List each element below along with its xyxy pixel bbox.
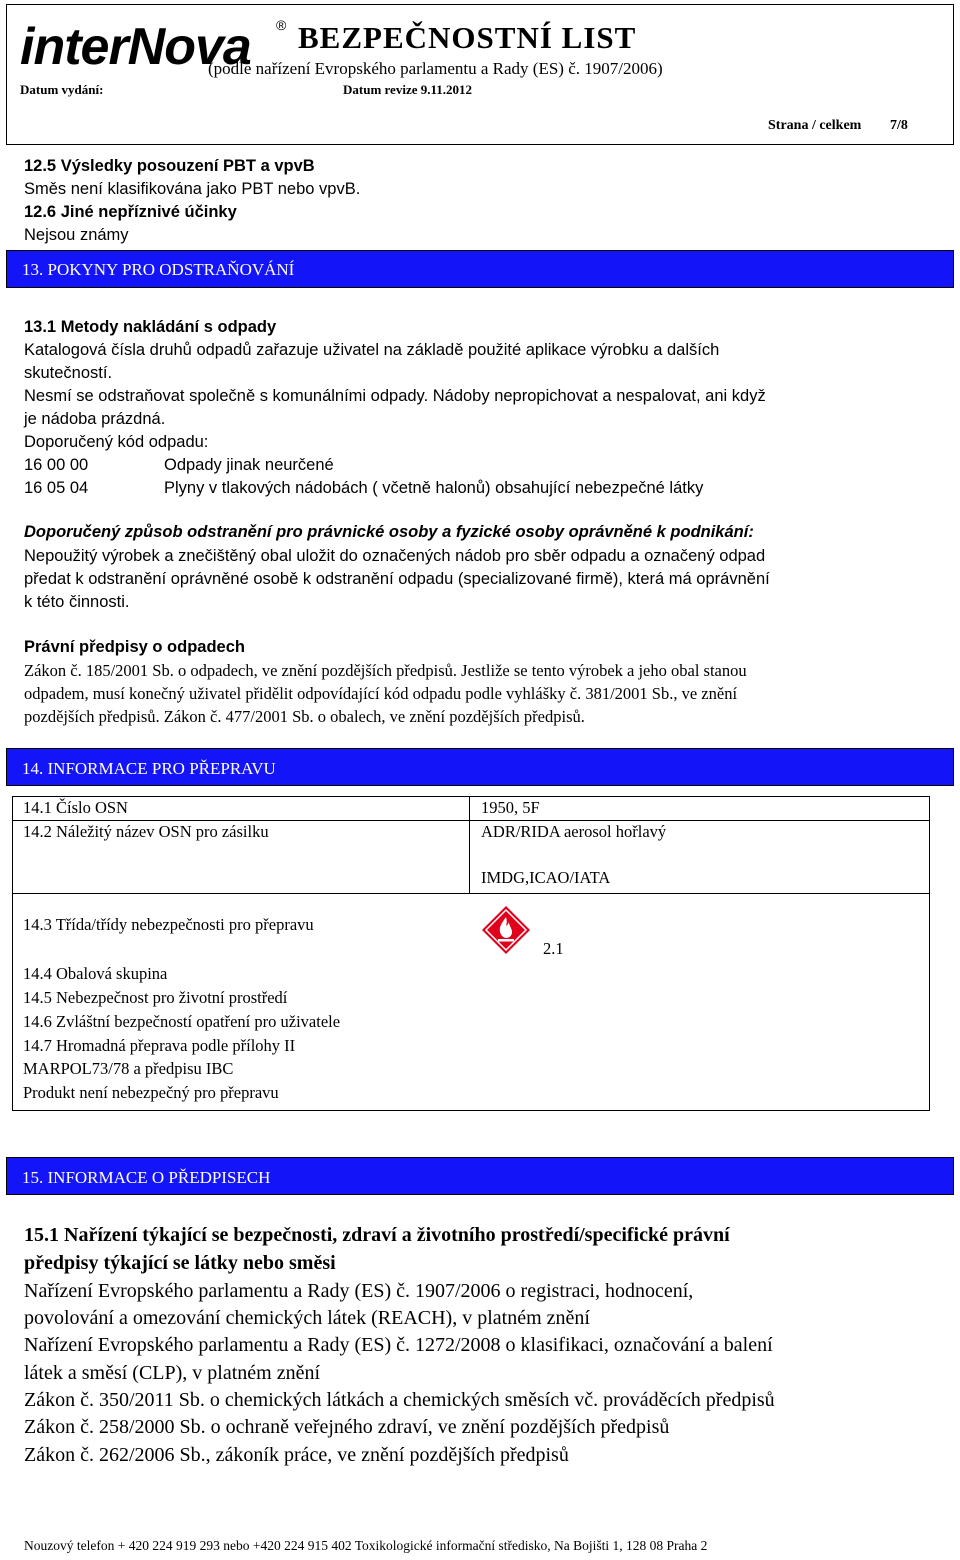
heading-15-1-line-1: 15.1 Nařízení týkající se bezpečnosti, zdraví a životního prostředí/specifické právní [24,1224,730,1246]
recommended-disposal-line-3: k této činnosti. [24,593,130,611]
table-divider [469,797,470,893]
section-15-title: 15. INFORMACE O PŘEDPISECH [22,1168,271,1187]
text-13-line-4: je nádoba prázdná. [24,410,166,428]
text-13-line-2: skutečností. [24,364,113,382]
regulation-line-3: Nařízení Evropského parlamentu a Rady (ES) č. 1272/2008 o klasifikaci, označování a balení [24,1334,773,1356]
logo-wordmark: interNova [20,18,251,74]
waste-code: 16 00 00 [24,456,89,474]
bulk-transport-label-1: 14.7 Hromadná přeprava podle přílohy II [23,1036,296,1055]
bulk-transport-label-2: MARPOL73/78 a předpisu IBC [23,1059,234,1078]
page-label: Strana / celkem [768,118,862,133]
user-precautions-label: 14.6 Zvláštní bezpečností opatření pro uživatele [23,1012,341,1031]
heading-13-1: 13.1 Metody nakládání s odpady [24,318,277,336]
un-number-label: 14.1 Číslo OSN [23,798,128,817]
shipping-name-value: ADR/RIDA aerosol hořlavý [481,822,667,841]
issue-date-label: Datum vydání: [20,82,104,97]
regulation-line-1: Nařízení Evropského parlamentu a Rady (ES) č. 1907/2006 o registraci, hodnocení, [24,1280,694,1302]
regulation-line-5: Zákon č. 350/2011 Sb. o chemických látkách a chemických směsích vč. prováděcích předpisů [24,1389,775,1411]
un-number-value: 1950, 5F [481,798,540,817]
text-13-line-3: Nesmí se odstraňovat společně s komunálními odpady. Nádoby nepropichovat a nespalovat, ani když [24,387,766,405]
registered-mark-icon: ® [276,17,287,33]
page-number: 7/8 [890,118,908,133]
flame-base [498,939,514,942]
transport-note: Produkt není nebezpečný pro přepravu [23,1083,279,1102]
regulation-line-4: látek a směsí (CLP), v platném znění [24,1362,321,1384]
waste-law-heading: Právní předpisy o odpadech [24,638,245,656]
heading-15-1-line-2: předpisy týkající se látky nebo směsi [24,1252,336,1274]
section-13-bar [6,250,954,288]
regulation-line-6: Zákon č. 258/2000 Sb. o ochraně veřejného zdraví, ve znění pozdějších předpisů [24,1416,670,1438]
table-row-line [13,820,929,821]
hazard-class-value: 2.1 [543,939,564,958]
document-title: BEZPEČNOSTNÍ LIST [298,20,637,55]
document-subtitle: (podle nařízení Evropského parlamentu a Rady (ES) č. 1907/2006) [208,59,663,78]
recommended-disposal-line-2: předat k odstranění oprávněné osobě k odstranění odpadu (specializované firmě), která má oprávnění [24,570,770,588]
waste-law-line-3: pozdějších předpisů. Zákon č. 477/2001 Sb. o obalech, ve znění pozdějších předpisů. [24,707,585,726]
section-14-bar [6,748,954,786]
hazard-class-label: 14.3 Třída/třídy nebezpečnosti pro přepravu [23,915,314,934]
heading-12-6: 12.6 Jiné nepříznivé účinky [24,203,237,221]
text-12-5: Směs není klasifikována jako PBT nebo vpvB. [24,180,361,198]
waste-code-description: Plyny v tlakových nádobách ( včetně halonů) obsahující nebezpečné látky [164,479,704,497]
recommended-disposal-line-1: Nepoužitý výrobek a znečištěný obal uložit do označených nádob pro sběr odpadu a označený odpad [24,547,766,565]
shipping-name-value-2: IMDG,ICAO/IATA [481,868,611,887]
text-13-line-5: Doporučený kód odpadu: [24,433,209,451]
recommended-disposal-heading: Doporučený způsob odstranění pro právnické osoby a fyzické osoby oprávněné k podnikání: [24,523,754,541]
flammable-gas-icon [481,905,531,955]
text-12-6: Nejsou známy [24,226,129,244]
packing-group-label: 14.4 Obalová skupina [23,964,168,983]
heading-12-5: 12.5 Výsledky posouzení PBT a vpvB [24,157,315,175]
regulation-line-7: Zákon č. 262/2006 Sb., zákoník práce, ve znění pozdějších předpisů [24,1444,569,1466]
environmental-hazard-label: 14.5 Nebezpečnost pro životní prostředí [23,988,288,1007]
shipping-name-label: 14.2 Náležitý název OSN pro zásilku [23,822,269,841]
section-14-title: 14. INFORMACE PRO PŘEPRAVU [22,759,276,778]
waste-code-description: Odpady jinak neurčené [164,456,334,474]
waste-code: 16 05 04 [24,479,89,497]
waste-law-line-2: odpadem, musí konečný uživatel přidělit odpovídající kód odpadu podle vyhlášky č. 381/2001 Sb., ve znění [24,684,738,703]
emergency-phone-footer: Nouzový telefon + 420 224 919 293 nebo +420 224 915 402 Toxikologické informační středisko, Na Bojišti 1, 128 08 Praha 2 [24,1538,708,1553]
waste-law-line-1: Zákon č. 185/2001 Sb. o odpadech, ve znění pozdějších předpisů. Jestliže se tento výrobek a jeho obal stanou [24,661,747,680]
text-13-line-1: Katalogová čísla druhů odpadů zařazuje uživatel na základě použité aplikace výrobku a dalších [24,341,720,359]
transport-table [12,796,930,1111]
section-13-title: 13. POKYNY PRO ODSTRAŇOVÁNÍ [22,260,295,279]
regulation-line-2: povolování a omezování chemických látek (REACH), v platném znění [24,1307,590,1329]
section-15-bar [6,1157,954,1195]
revision-date: Datum revize 9.11.2012 [343,82,473,97]
table-row-line [13,893,929,894]
